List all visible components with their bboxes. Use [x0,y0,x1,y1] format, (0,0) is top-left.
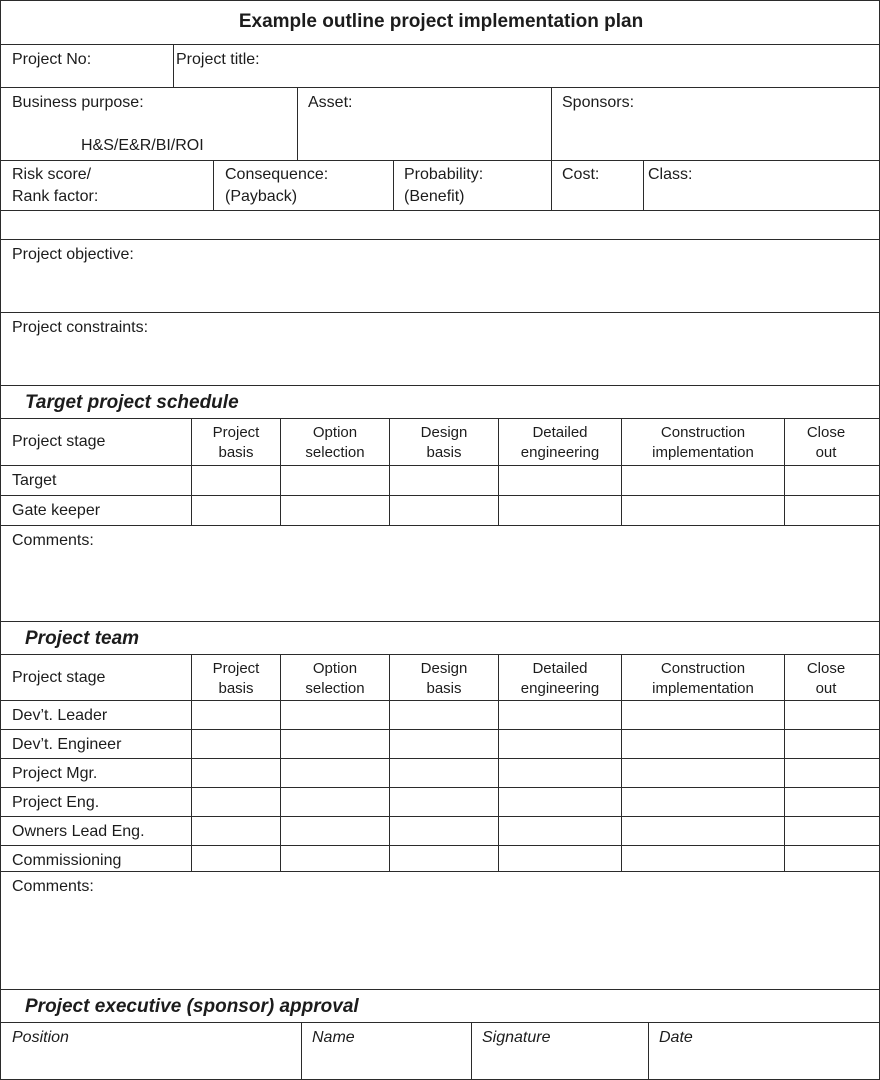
payback-label: (Payback) [225,188,298,205]
team-entry-cell[interactable] [280,758,390,788]
project-objective-field[interactable] [0,239,880,313]
schedule-row-label: Gate keeper [12,502,101,519]
team-entry-cell[interactable] [389,787,499,817]
team-entry-cell[interactable] [621,787,785,817]
benefit-label: (Benefit) [404,188,465,205]
team-entry-cell[interactable] [389,816,499,846]
business-purpose-label: Business purpose: [12,94,144,111]
team-entry-cell[interactable] [280,729,390,759]
project-title-label: Project title: [176,51,260,68]
team-entry-cell[interactable] [621,816,785,846]
schedule-col-label-4a: Detailed [532,424,588,441]
team-col-label-4a: Detailed [532,660,588,677]
rank-factor-label: Rank factor: [12,188,99,205]
schedule-stage-label: Project stage [12,433,106,450]
schedule-col-label-2a: Option [312,424,358,441]
team-entry-cell[interactable] [389,700,499,730]
team-entry-cell[interactable] [280,816,390,846]
project-constraints-field[interactable] [0,312,880,386]
schedule-entry-cell[interactable] [784,465,880,496]
team-heading-cell [0,621,880,655]
team-entry-cell[interactable] [389,729,499,759]
team-col-label-1a: Project [212,660,260,677]
schedule-heading: Target project schedule [25,392,239,413]
team-entry-cell[interactable] [191,816,281,846]
team-row-label: Dev’t. Leader [12,707,108,724]
team-row-label-cell [0,816,192,846]
form-title: Example outline project implementation plan [238,11,644,32]
team-row-label-cell [0,729,192,759]
approval-signature-field[interactable] [471,1022,649,1080]
schedule-entry-cell[interactable] [280,465,390,496]
schedule-entry-cell[interactable] [389,465,499,496]
schedule-entry-cell[interactable] [621,495,785,526]
consequence-label: Consequence: [225,166,329,183]
schedule-col-label-1a: Project [212,424,260,441]
team-entry-cell[interactable] [621,758,785,788]
schedule-row-label: Target [12,472,57,489]
team-entry-cell[interactable] [191,700,281,730]
schedule-entry-cell[interactable] [280,495,390,526]
team-col-label-6b: out [815,680,837,697]
team-col-label-2a: Option [312,660,358,677]
schedule-col-project-basis [191,418,281,466]
sponsors-label: Sponsors: [562,94,635,111]
team-col-label-2b: selection [305,680,365,697]
title-cell [0,0,880,45]
team-col-label-1b: basis [218,680,254,697]
schedule-col-construction [621,418,785,466]
business-purpose-field[interactable] [0,87,298,161]
team-row-label-cell [0,700,192,730]
approval-name-label: Name [312,1029,355,1046]
team-entry-cell[interactable] [498,700,622,730]
team-row-label-cell [0,758,192,788]
schedule-entry-cell[interactable] [498,495,622,526]
schedule-comments-field[interactable] [0,525,880,622]
team-col-close-out [784,654,880,701]
schedule-col-detailed-engineering [498,418,622,466]
team-col-project-basis [191,654,281,701]
team-col-detailed-engineering [498,654,622,701]
approval-heading-cell [0,989,880,1023]
team-entry-cell[interactable] [191,729,281,759]
class-label: Class: [648,166,693,183]
team-entry-cell[interactable] [191,758,281,788]
probability-label: Probability: [404,166,484,183]
team-col-label-3a: Design [420,660,468,677]
approval-position-label: Position [12,1029,69,1046]
team-entry-cell[interactable] [191,787,281,817]
asset-field[interactable] [297,87,552,161]
schedule-col-label-6b: out [815,444,837,461]
schedule-row-label-cell [0,465,192,496]
approval-position-field[interactable] [0,1022,302,1080]
project-objective-label: Project objective: [12,246,134,263]
schedule-entry-cell[interactable] [191,465,281,496]
team-entry-cell[interactable] [784,787,880,817]
team-col-design-basis [389,654,499,701]
business-purpose-codes: H&S/E&R/BI/ROI [81,137,204,154]
team-col-label-5b: implementation [652,680,754,697]
schedule-comments-label: Comments: [12,532,94,549]
team-col-label-3b: basis [426,680,462,697]
asset-label: Asset: [308,94,353,111]
consequence-field[interactable] [213,160,394,211]
team-heading: Project team [25,628,140,649]
approval-heading: Project executive (sponsor) approval [25,996,359,1017]
team-comments-field[interactable] [0,871,880,990]
spacer-row [0,210,880,240]
schedule-col-label-1b: basis [218,444,254,461]
team-comments-label: Comments: [12,878,94,895]
schedule-heading-cell [0,385,880,419]
schedule-col-label-6a: Close [806,424,846,441]
team-stage-header [0,654,192,701]
schedule-entry-cell[interactable] [191,495,281,526]
team-stage-label: Project stage [12,669,106,686]
schedule-col-label-4b: engineering [520,444,600,461]
team-entry-cell[interactable] [621,700,785,730]
schedule-col-label-5a: Construction [660,424,746,441]
team-entry-cell[interactable] [784,816,880,846]
probability-field[interactable] [393,160,552,211]
risk-score-label: Risk score/ [12,166,92,183]
project-no-label: Project No: [12,51,92,68]
schedule-entry-cell[interactable] [498,465,622,496]
cost-label: Cost: [562,166,600,183]
schedule-entry-cell[interactable] [389,495,499,526]
schedule-entry-cell[interactable] [621,465,785,496]
schedule-col-label-5b: implementation [652,444,754,461]
team-col-label-5a: Construction [660,660,746,677]
team-entry-cell[interactable] [280,787,390,817]
team-entry-cell[interactable] [498,729,622,759]
team-entry-cell[interactable] [784,758,880,788]
team-col-option-selection [280,654,390,701]
team-entry-cell[interactable] [621,729,785,759]
team-entry-cell[interactable] [280,700,390,730]
team-row-label: Commissioning [12,852,122,869]
team-col-label-6a: Close [806,660,846,677]
team-entry-cell[interactable] [784,700,880,730]
sponsors-field[interactable] [551,87,880,161]
team-entry-cell[interactable] [498,787,622,817]
project-title-field[interactable] [173,44,880,88]
schedule-row-label-cell [0,495,192,526]
team-row-label: Project Eng. [12,794,100,811]
team-col-label-4b: engineering [520,680,600,697]
schedule-col-design-basis [389,418,499,466]
team-entry-cell[interactable] [498,758,622,788]
schedule-stage-header [0,418,192,466]
schedule-col-close-out [784,418,880,466]
risk-score-field[interactable] [0,160,214,211]
team-row-label: Dev’t. Engineer [12,736,122,753]
class-field[interactable] [643,160,880,211]
team-row-label: Owners Lead Eng. [12,823,145,840]
team-entry-cell[interactable] [389,758,499,788]
schedule-entry-cell[interactable] [784,495,880,526]
project-constraints-label: Project constraints: [12,319,149,336]
team-row-label: Project Mgr. [12,765,98,782]
approval-date-label: Date [659,1029,693,1046]
schedule-col-label-2b: selection [305,444,365,461]
project-no-field[interactable] [0,44,174,88]
cost-field[interactable] [551,160,644,211]
approval-date-field[interactable] [648,1022,880,1080]
team-col-construction [621,654,785,701]
team-entry-cell[interactable] [498,816,622,846]
team-row-label-cell [0,787,192,817]
schedule-col-label-3b: basis [426,444,462,461]
team-entry-cell[interactable] [784,729,880,759]
schedule-col-option-selection [280,418,390,466]
schedule-col-label-3a: Design [420,424,468,441]
approval-name-field[interactable] [301,1022,472,1080]
approval-signature-label: Signature [482,1029,551,1046]
